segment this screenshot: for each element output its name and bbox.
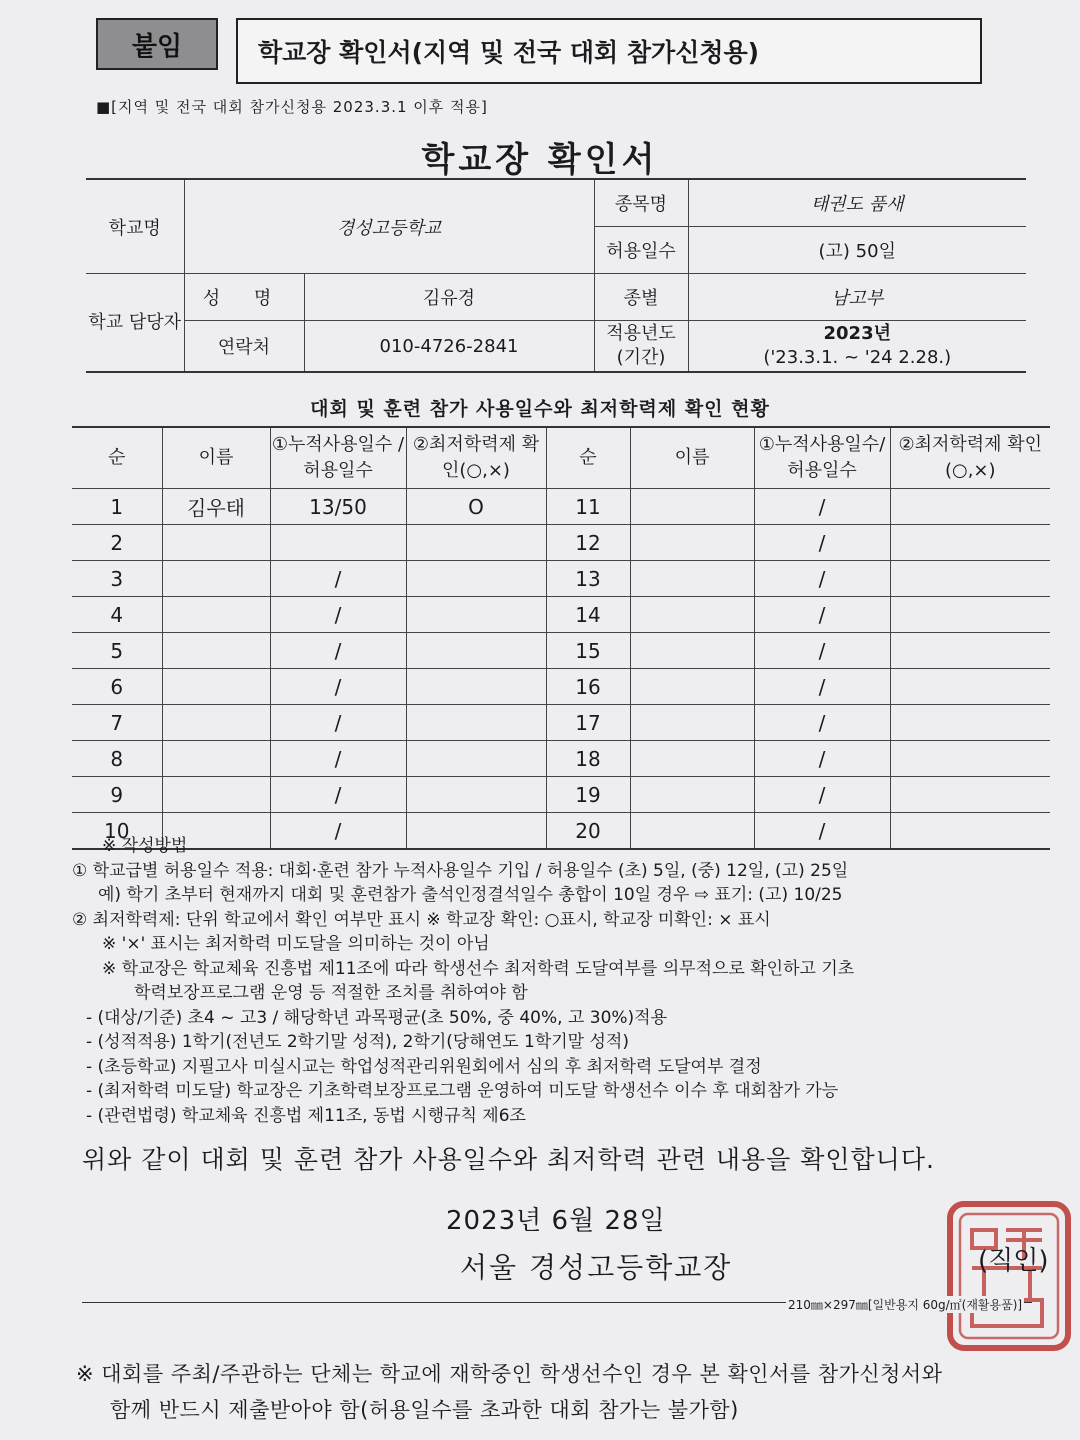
row-check xyxy=(406,777,546,813)
row-no: 9 xyxy=(72,777,162,813)
confirmation-statement: 위와 같이 대회 및 훈련 참가 사용일수와 최저학력 관련 내용을 확인합니다. xyxy=(82,1145,935,1174)
row-no: 12 xyxy=(546,525,630,561)
division-value: 남고부 xyxy=(688,274,1026,321)
row-days: / xyxy=(754,489,890,525)
row-check xyxy=(890,561,1050,597)
row-check xyxy=(406,633,546,669)
row-check xyxy=(890,489,1050,525)
footer-note-line-1: ※ 대회를 주최/주관하는 단체는 학교에 재학중인 학생선수인 경우 본 확인서를 참가신청서와 xyxy=(76,1362,943,1386)
footer-note-line-2: 함께 반드시 제출받아야 함(허용일수를 초과한 대회 참가는 불가함) xyxy=(110,1398,739,1422)
row-check xyxy=(890,525,1050,561)
row-days: / xyxy=(270,633,406,669)
row-name xyxy=(162,669,270,705)
roster-table xyxy=(72,426,1050,850)
row-check xyxy=(890,777,1050,813)
row-no: 15 xyxy=(546,633,630,669)
paper-spec: 210㎜×297㎜[일반용지 60g/㎡(재활용품)] xyxy=(788,1298,1023,1312)
row-days: / xyxy=(270,777,406,813)
table-row xyxy=(72,633,1050,669)
row-check xyxy=(890,633,1050,669)
table-row xyxy=(72,597,1050,633)
row-name xyxy=(630,525,754,561)
event-value: 태권도 품새 xyxy=(688,179,1026,227)
row-no: 17 xyxy=(546,705,630,741)
row-no: 13 xyxy=(546,561,630,597)
event-label: 종목명 xyxy=(594,179,688,227)
table-row xyxy=(72,705,1050,741)
row-name xyxy=(630,669,754,705)
list-item: - (관련법령) 학교체육 진흥법 제11조, 동법 시행규칙 제6조 xyxy=(86,1105,526,1126)
name-value: 김유경 xyxy=(304,274,594,321)
row-check xyxy=(406,525,546,561)
row-check xyxy=(890,597,1050,633)
row-no: 10 xyxy=(72,813,162,850)
row-name xyxy=(162,777,270,813)
table-row xyxy=(72,561,1050,597)
seal-mark: (직인) xyxy=(978,1246,1049,1276)
row-check xyxy=(890,669,1050,705)
phone-value: 010-4726-2841 xyxy=(304,321,594,373)
row-days: 13/50 xyxy=(270,489,406,525)
row-name xyxy=(162,597,270,633)
row-name xyxy=(630,489,754,525)
list-item: - (초등학교) 지필고사 미실시교는 학업성적관리위원회에서 심의 후 최저학력 도달여부 결정 xyxy=(86,1056,762,1077)
row-days: / xyxy=(754,561,890,597)
row-days: / xyxy=(754,813,890,850)
applicability-note: ■[지역 및 전국 대회 참가신청용 2023.3.1 이후 적용] xyxy=(96,98,488,116)
row-days: / xyxy=(754,705,890,741)
instruction-note-2-cont: 학력보장프로그램 운영 등 적절한 조치를 취하여야 함 xyxy=(134,983,528,1003)
row-name xyxy=(162,741,270,777)
row-no: 7 xyxy=(72,705,162,741)
footer-note xyxy=(76,1356,1066,1428)
row-check xyxy=(406,705,546,741)
row-name xyxy=(630,777,754,813)
instruction-item-1: ① 학교급별 허용일수 적용: 대회·훈련 참가 누적사용일수 기입 / 허용일수 (초) 5일, (중) 12일, (고) 25일 xyxy=(72,860,849,881)
row-no: 6 xyxy=(72,669,162,705)
row-no: 2 xyxy=(72,525,162,561)
row-no: 20 xyxy=(546,813,630,850)
attachment-tag: 붙임 xyxy=(96,18,218,70)
row-no: 4 xyxy=(72,597,162,633)
row-check xyxy=(406,669,546,705)
roster-section-title: 대회 및 훈련 참가 사용일수와 최저학력제 확인 현황 xyxy=(310,398,770,420)
col-header-no-left: 순 xyxy=(72,427,162,489)
row-no: 16 xyxy=(546,669,630,705)
instruction-note-1: ※ '×' 표시는 최저학력 미도달을 의미하는 것이 아님 xyxy=(102,934,490,954)
row-days: / xyxy=(270,597,406,633)
col-header-name-right: 이름 xyxy=(630,427,754,489)
col-header-check-left: ②최저학력제 확인(○,×) xyxy=(406,427,546,489)
row-name xyxy=(630,561,754,597)
row-days: / xyxy=(754,597,890,633)
row-name xyxy=(630,741,754,777)
division-label: 종별 xyxy=(594,274,688,321)
school-name-label: 학교명 xyxy=(86,179,184,274)
issue-date: 2023년 6월 28일 xyxy=(446,1206,666,1236)
row-name xyxy=(630,597,754,633)
row-no: 5 xyxy=(72,633,162,669)
page-title: 학교장 확인서 xyxy=(421,140,659,180)
allowed-days-value: (고) 50일 xyxy=(688,227,1026,274)
row-name xyxy=(162,633,270,669)
row-name: 김우태 xyxy=(162,489,270,525)
row-check: O xyxy=(406,489,546,525)
list-item: - (대상/기준) 초4 ~ 고3 / 해당학년 과목평균(초 50%, 중 40%, 고 30%)적용 xyxy=(86,1007,668,1028)
list-item: - (최저학력 미도달) 학교장은 기초학력보장프로그램 운영하여 미도달 학생선수 이수 후 대회참가 가능 xyxy=(86,1081,839,1101)
row-check xyxy=(890,741,1050,777)
row-no: 11 xyxy=(546,489,630,525)
row-no: 18 xyxy=(546,741,630,777)
contact-person-label: 학교 담당자 xyxy=(86,274,184,373)
apply-year-cell xyxy=(688,321,1026,373)
row-days: / xyxy=(270,669,406,705)
name-label: 성 명 xyxy=(184,274,304,321)
col-header-no-right: 순 xyxy=(546,427,630,489)
row-name xyxy=(162,561,270,597)
instructions xyxy=(72,834,1062,1128)
row-name xyxy=(162,525,270,561)
allowed-days-label: 허용일수 xyxy=(594,227,688,274)
col-header-name-left: 이름 xyxy=(162,427,270,489)
instructions-heading: ※ 작성방법 xyxy=(102,836,188,856)
row-days: / xyxy=(270,741,406,777)
row-no: 8 xyxy=(72,741,162,777)
document-title-box xyxy=(236,18,982,84)
school-name-value: 경성고등학교 xyxy=(184,179,594,274)
row-check xyxy=(406,741,546,777)
apply-year-label: 적용년도 (기간) xyxy=(594,321,688,373)
col-header-days-right: ①누적사용일수/ 허용일수 xyxy=(754,427,890,489)
row-name xyxy=(630,633,754,669)
row-days xyxy=(270,525,406,561)
row-days: / xyxy=(270,705,406,741)
phone-label: 연락처 xyxy=(184,321,304,373)
instruction-item-2: ② 최저학력제: 단위 학교에서 확인 여부만 표시 ※ 학교장 확인: ○표시, 학교장 미확인: × 표시 xyxy=(72,909,771,930)
col-header-check-right: ②최저학력제 확인(○,×) xyxy=(890,427,1050,489)
row-check xyxy=(890,705,1050,741)
apply-year-value: 2023년 xyxy=(823,323,891,344)
row-name xyxy=(162,705,270,741)
table-row xyxy=(72,669,1050,705)
document-title: 학교장 확인서(지역 및 전국 대회 참가신청용) xyxy=(258,38,760,67)
row-no: 3 xyxy=(72,561,162,597)
table-row xyxy=(72,741,1050,777)
instruction-item-1-example: 예) 학기 초부터 현재까지 대회 및 훈련참가 출석인정결석일수 총합이 10일 경우 ⇨ 표기: (고) 10/25 xyxy=(98,885,843,905)
row-days: / xyxy=(754,777,890,813)
row-no: 19 xyxy=(546,777,630,813)
row-days: / xyxy=(270,813,406,850)
school-info-table xyxy=(86,178,1026,373)
row-days: / xyxy=(270,561,406,597)
row-days: / xyxy=(754,741,890,777)
row-no: 14 xyxy=(546,597,630,633)
table-row xyxy=(72,777,1050,813)
apply-period-value: ('23.3.1. ~ '24 2.28.) xyxy=(763,347,952,368)
row-days: / xyxy=(754,669,890,705)
roster-body xyxy=(72,489,1050,850)
table-row xyxy=(72,525,1050,561)
row-days: / xyxy=(754,633,890,669)
row-days: / xyxy=(754,525,890,561)
row-check xyxy=(406,597,546,633)
list-item: - (성적적용) 1학기(전년도 2학기말 성적), 2학기(당해연도 1학기말 성적) xyxy=(86,1032,629,1052)
principal-name: 서울 경성고등학교장 xyxy=(460,1251,733,1284)
col-header-days-left: ①누적사용일수 /허용일수 xyxy=(270,427,406,489)
row-name xyxy=(630,705,754,741)
row-check xyxy=(406,561,546,597)
instruction-note-2: ※ 학교장은 학교체육 진흥법 제11조에 따라 학생선수 최저학력 도달여부를 의무적으로 확인하고 기초 xyxy=(102,958,855,979)
table-row xyxy=(72,489,1050,525)
row-no: 1 xyxy=(72,489,162,525)
